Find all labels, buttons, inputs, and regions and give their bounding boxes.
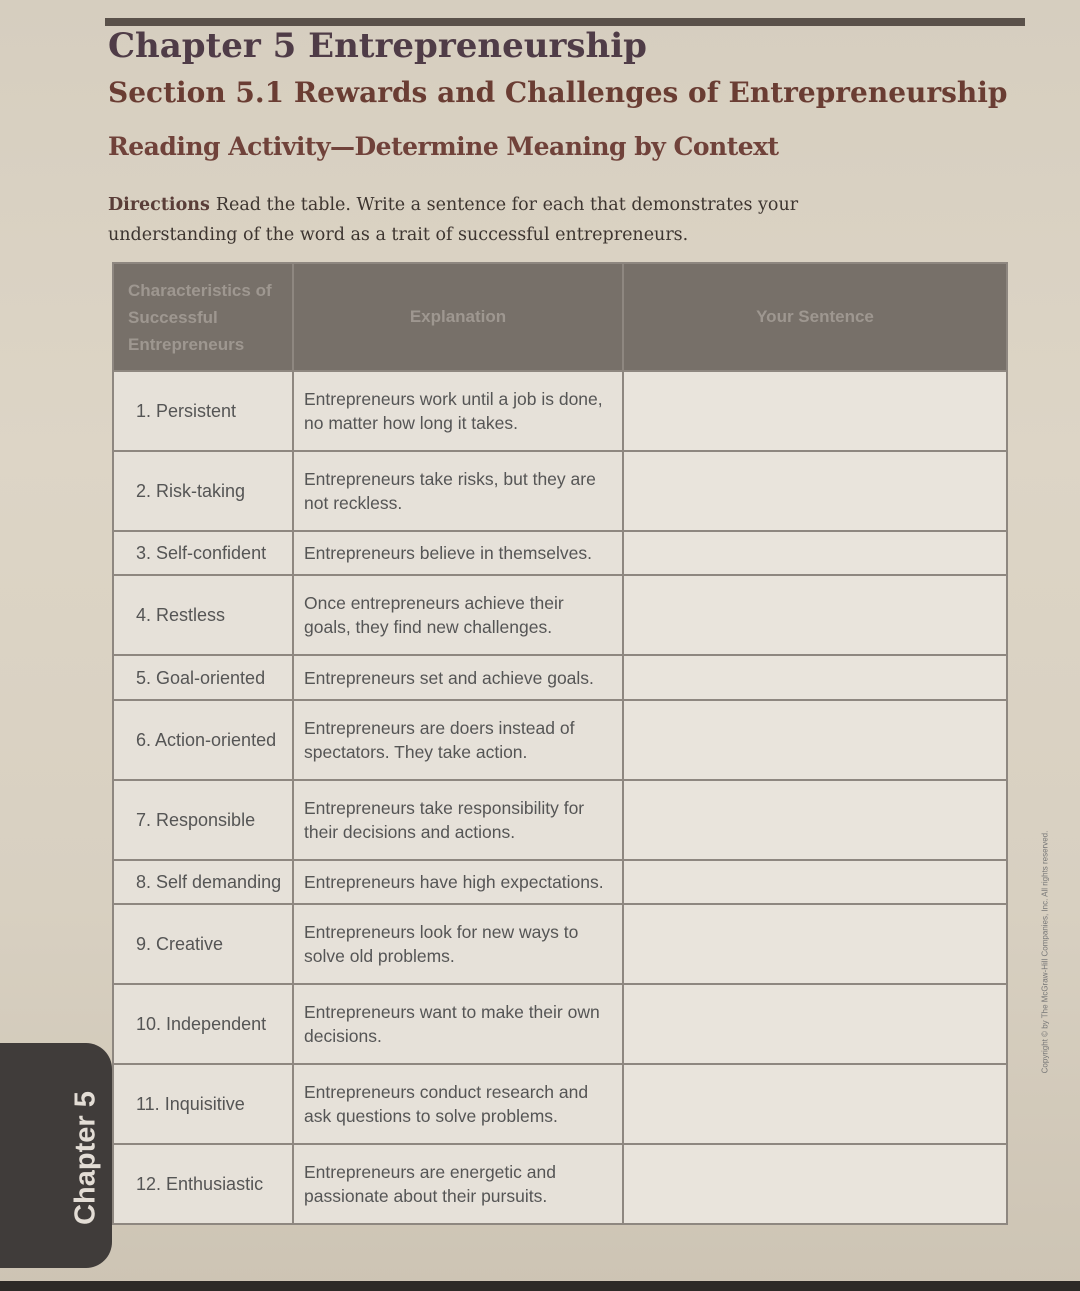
explanation-cell: Entrepreneurs believe in themselves. — [293, 531, 623, 576]
trait-cell: 9. Creative — [113, 904, 293, 984]
explanation-cell: Entrepreneurs set and achieve goals. — [293, 655, 623, 700]
explanation-cell: Entrepreneurs are energetic and passionate about their pursuits. — [293, 1144, 623, 1224]
sentence-input-cell[interactable] — [623, 371, 1007, 451]
explanation-cell: Entrepreneurs have high expectations. — [293, 860, 623, 905]
table-row — [113, 904, 1007, 984]
table-row — [113, 780, 1007, 860]
explanation-cell: Entrepreneurs are doers instead of spectators. They take action. — [293, 700, 623, 780]
table-row — [113, 451, 1007, 531]
sentence-input-cell[interactable] — [623, 860, 1007, 905]
explanation-cell: Entrepreneurs want to make their own decisions. — [293, 984, 623, 1064]
table-row — [113, 1144, 1007, 1224]
sentence-input-cell[interactable] — [623, 904, 1007, 984]
sentence-input-cell[interactable] — [623, 1064, 1007, 1144]
table-row — [113, 655, 1007, 700]
explanation-cell: Entrepreneurs look for new ways to solve old problems. — [293, 904, 623, 984]
sentence-input-cell[interactable] — [623, 451, 1007, 531]
sentence-input-cell[interactable] — [623, 700, 1007, 780]
sentence-input-cell[interactable] — [623, 655, 1007, 700]
explanation-cell: Entrepreneurs take risks, but they are not reckless. — [293, 451, 623, 531]
trait-cell: 7. Responsible — [113, 780, 293, 860]
trait-cell: 4. Restless — [113, 575, 293, 655]
chapter-side-tab-label: Chapter 5 — [69, 1091, 102, 1225]
table-row — [113, 371, 1007, 451]
table-row — [113, 531, 1007, 576]
sentence-input-cell[interactable] — [623, 531, 1007, 576]
table-row — [113, 1064, 1007, 1144]
section-title: Section 5.1 Rewards and Challenges of Entrepreneurship — [108, 76, 1008, 109]
trait-cell: 5. Goal-oriented — [113, 655, 293, 700]
trait-cell: 6. Action-oriented — [113, 700, 293, 780]
copyright-notice: Copyright © by The McGraw-Hill Companies, Inc. All rights reserved. — [1040, 830, 1050, 1074]
table-header-row — [113, 263, 1007, 371]
table-row — [113, 700, 1007, 780]
trait-cell: 1. Persistent — [113, 371, 293, 451]
table-row — [113, 860, 1007, 905]
header-characteristics: Characteristics of Successful Entrepreneurs — [113, 263, 293, 371]
trait-cell: 11. Inquisitive — [113, 1064, 293, 1144]
sentence-input-cell[interactable] — [623, 1144, 1007, 1224]
worksheet-table — [112, 262, 1008, 1225]
trait-cell: 3. Self-confident — [113, 531, 293, 576]
directions — [108, 190, 878, 250]
trait-cell: 10. Independent — [113, 984, 293, 1064]
table-row — [113, 575, 1007, 655]
trait-cell: 8. Self demanding — [113, 860, 293, 905]
bottom-edge — [0, 1281, 1080, 1291]
directions-text: Read the table. Write a sentence for each that demonstrates your understanding of the word as a trait of successful entrepreneurs. — [108, 195, 799, 245]
header-explanation: Explanation — [293, 263, 623, 371]
directions-label: Directions — [108, 195, 210, 215]
activity-title: Reading Activity—Determine Meaning by Context — [108, 132, 779, 161]
explanation-cell: Entrepreneurs work until a job is done, no matter how long it takes. — [293, 371, 623, 451]
explanation-cell: Entrepreneurs conduct research and ask questions to solve problems. — [293, 1064, 623, 1144]
sentence-input-cell[interactable] — [623, 780, 1007, 860]
sentence-input-cell[interactable] — [623, 984, 1007, 1064]
worksheet-table-container — [112, 262, 1008, 1225]
explanation-cell: Once entrepreneurs achieve their goals, they find new challenges. — [293, 575, 623, 655]
sentence-input-cell[interactable] — [623, 575, 1007, 655]
top-rule — [105, 18, 1025, 26]
trait-cell: 12. Enthusiastic — [113, 1144, 293, 1224]
chapter-title: Chapter 5 Entrepreneurship — [108, 26, 647, 66]
table-row — [113, 984, 1007, 1064]
header-your-sentence: Your Sentence — [623, 263, 1007, 371]
explanation-cell: Entrepreneurs take responsibility for their decisions and actions. — [293, 780, 623, 860]
trait-cell: 2. Risk-taking — [113, 451, 293, 531]
